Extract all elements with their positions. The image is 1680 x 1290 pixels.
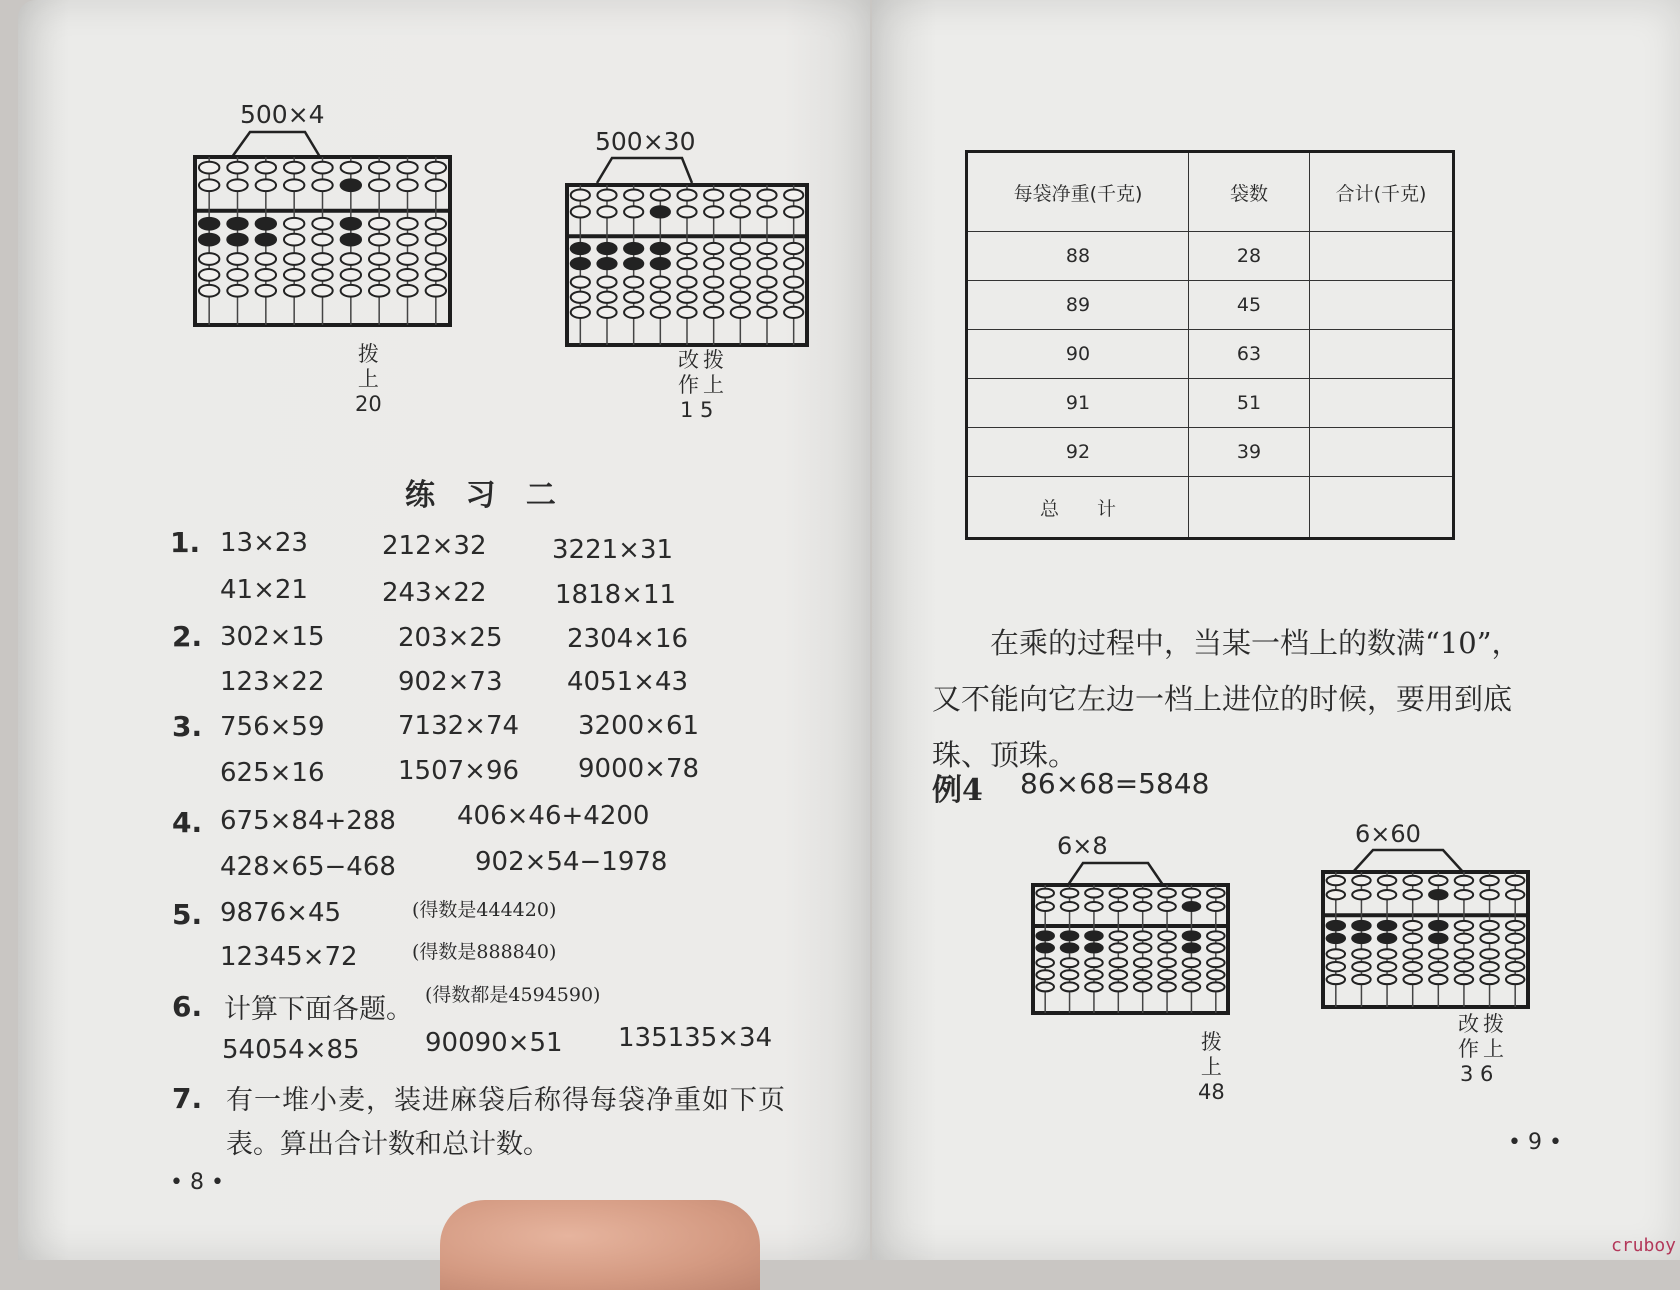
abacus-a-label: 500×4	[240, 100, 325, 129]
exercise-number: 2.	[172, 620, 203, 653]
expression: 428×65−468	[220, 852, 396, 882]
exercise-text: 有一堆小麦，装进麻袋后称得每袋净重如下页	[226, 1085, 786, 1116]
abacus-b-note	[678, 348, 724, 398]
abacus-d-note-char: 改	[1458, 1012, 1479, 1036]
table-total-row	[967, 477, 1454, 539]
thumb	[440, 1200, 760, 1290]
expression: 3200×61	[578, 711, 700, 741]
exercise-number: 3.	[172, 710, 203, 743]
abacus-a-note-line: 20	[355, 392, 382, 416]
abacus-a-note-line: 上	[357, 367, 379, 391]
abacus-d-digits: 3 6	[1460, 1062, 1494, 1086]
expression: 123×22	[220, 667, 325, 697]
abacus-a-note	[355, 342, 382, 417]
expression: 7132×74	[398, 711, 520, 741]
example-equation: 86×68=5848	[1020, 767, 1210, 800]
answer-note: (得数都是4594590)	[425, 984, 601, 1006]
table-cell	[1310, 477, 1454, 539]
expression: 9000×78	[578, 754, 700, 784]
table-cell: 28	[1189, 232, 1310, 281]
table-cell	[1310, 428, 1454, 477]
expression: 41×21	[220, 575, 308, 605]
abacus-d	[1318, 842, 1538, 1017]
exercise-number: 6.	[172, 990, 203, 1023]
abacus-b-note-char: 改	[678, 348, 699, 372]
abacus-c-label: 6×8	[1057, 832, 1108, 860]
expression: 135135×34	[618, 1023, 773, 1053]
page-number-right: • 9 •	[1508, 1130, 1562, 1155]
abacus-d-note	[1458, 1012, 1504, 1062]
exercise-number: 4.	[172, 806, 203, 839]
abacus-a	[190, 122, 470, 332]
expression: 9876×45	[220, 898, 342, 928]
expression: 203×25	[398, 623, 503, 653]
answer-note: (得数是888840)	[412, 941, 557, 963]
exercise-text: 表。算出合计数和总计数。	[226, 1129, 550, 1160]
expression: 902×73	[398, 667, 503, 697]
table-row	[967, 330, 1454, 379]
example-label: 例4	[932, 773, 983, 808]
table-cell: 90	[967, 330, 1189, 379]
abacus-d-label: 6×60	[1355, 820, 1421, 848]
expression: 243×22	[382, 578, 487, 608]
expression: 1507×96	[398, 756, 520, 786]
abacus-c-note	[1198, 1030, 1225, 1105]
expression: 625×16	[220, 758, 325, 788]
table-cell: 91	[967, 379, 1189, 428]
paragraph-line: 在乘的过程中，当某一档上的数满“10”，	[990, 626, 1521, 660]
page-number-left: • 8 •	[170, 1170, 224, 1195]
expression: 2304×16	[567, 624, 689, 654]
abacus-d-note-char: 上	[1483, 1037, 1504, 1061]
table-cell: 45	[1189, 281, 1310, 330]
expression: 4051×43	[567, 667, 689, 697]
abacus-d-note-char: 作	[1458, 1037, 1479, 1061]
weight-table	[965, 150, 1455, 540]
expression: 212×32	[382, 531, 487, 561]
abacus-a-note-line: 拨	[357, 342, 379, 366]
expression: 406×46+4200	[457, 801, 650, 831]
abacus-c-note-line: 拨	[1200, 1030, 1222, 1054]
expression: 13×23	[220, 528, 308, 558]
table-cell: 51	[1189, 379, 1310, 428]
abacus-d-note-char: 拨	[1483, 1012, 1504, 1036]
table-cell: 88	[967, 232, 1189, 281]
table-cell	[1310, 379, 1454, 428]
expression: 12345×72	[220, 942, 358, 972]
table-header: 每袋净重(千克)	[967, 152, 1189, 232]
expression: 3221×31	[552, 535, 674, 565]
table-cell	[1310, 330, 1454, 379]
table-row	[967, 232, 1454, 281]
table-cell	[1189, 477, 1310, 539]
table-header: 袋数	[1189, 152, 1310, 232]
abacus-b-note-char: 拨	[703, 348, 724, 372]
abacus-b-note-char: 作	[678, 373, 699, 397]
paragraph-line: 珠、顶珠。	[932, 738, 1078, 772]
exercise-number: 5.	[172, 898, 203, 931]
table-cell: 39	[1189, 428, 1310, 477]
expression: 54054×85	[222, 1035, 360, 1065]
table-cell	[1310, 232, 1454, 281]
table-row	[967, 428, 1454, 477]
watermark: cruboy	[1610, 1235, 1676, 1256]
abacus-b-label: 500×30	[595, 127, 696, 156]
abacus-c-note-line: 48	[1198, 1080, 1225, 1104]
expression: 1818×11	[555, 580, 677, 610]
table-total-label: 总 计	[967, 477, 1189, 539]
table-cell	[1310, 281, 1454, 330]
table-row	[967, 379, 1454, 428]
answer-note: (得数是444420)	[412, 899, 557, 921]
abacus-c-note-line: 上	[1200, 1055, 1222, 1079]
abacus-b	[562, 150, 822, 350]
expression: 675×84+288	[220, 806, 396, 836]
exercise-number: 1.	[170, 526, 201, 559]
abacus-b-note-char: 上	[703, 373, 724, 397]
table-cell: 63	[1189, 330, 1310, 379]
table-header: 合计(千克)	[1310, 152, 1454, 232]
table-cell: 92	[967, 428, 1189, 477]
table-cell: 89	[967, 281, 1189, 330]
exercise-number: 7.	[172, 1082, 203, 1115]
expression: 90090×51	[425, 1028, 563, 1058]
paragraph-line: 又不能向它左边一档上进位的时候，要用到底	[932, 682, 1513, 716]
expression: 756×59	[220, 712, 325, 742]
abacus-c	[1028, 855, 1238, 1020]
exercise-intro: 计算下面各题。	[224, 994, 413, 1025]
expression: 302×15	[220, 622, 325, 652]
expression: 902×54−1978	[475, 847, 668, 877]
abacus-b-digits: 1 5	[680, 398, 714, 422]
table-row	[967, 281, 1454, 330]
section-title: 练 习 二	[405, 478, 566, 513]
